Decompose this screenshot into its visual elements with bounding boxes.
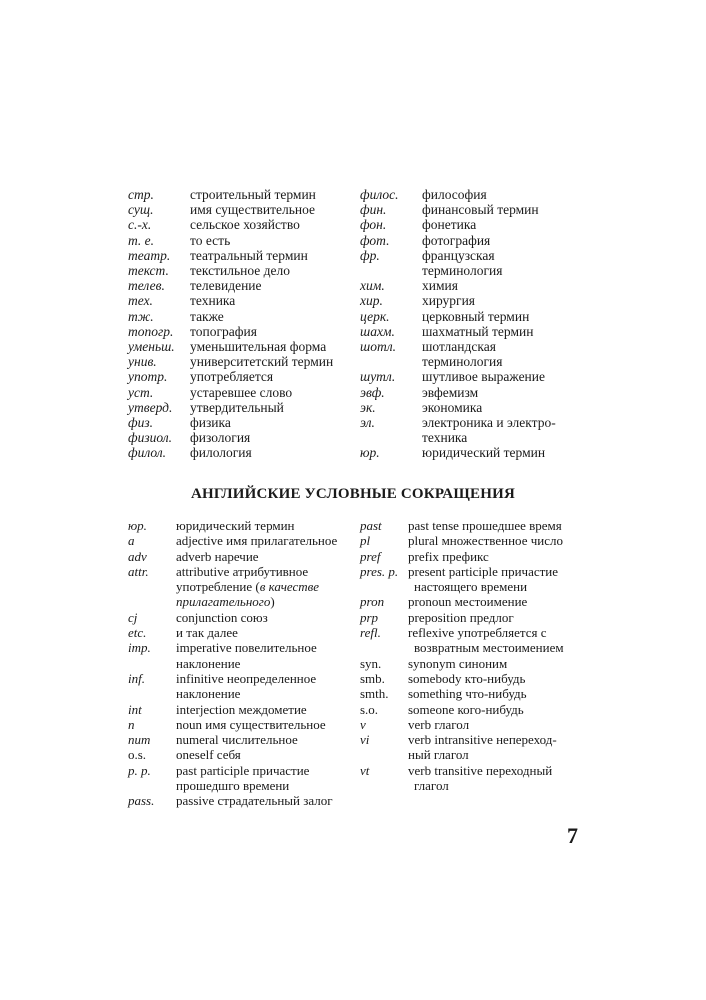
abbreviation-entry: [128, 625, 356, 640]
definition: something что-нибудь: [408, 686, 527, 702]
abbreviation-entry: [128, 518, 356, 533]
abbreviation-entry: [128, 671, 356, 702]
definition-text: ): [270, 594, 275, 610]
abbreviation: физиол.: [128, 430, 173, 446]
abbreviation-entry: [360, 369, 590, 384]
abbreviation: a: [128, 533, 135, 549]
abbreviation-entry: [360, 202, 590, 217]
abbreviation: p. p.: [128, 762, 151, 778]
abbreviation: шотл.: [360, 339, 396, 355]
definition: prefix префикс: [408, 548, 489, 564]
abbreviation-entry: [360, 594, 592, 609]
abbreviation-entry: [360, 309, 590, 324]
abbreviation-entry: [128, 717, 356, 732]
abbreviation: эвф.: [360, 384, 385, 400]
definition-line: imperative повелительное: [176, 640, 317, 656]
abbreviation-entry: [360, 625, 592, 656]
abbreviation: cj: [128, 609, 138, 625]
abbreviation: стр.: [128, 187, 154, 202]
abbreviation-entry: [128, 278, 348, 293]
definition: past tense прошедшее время: [408, 518, 562, 533]
abbreviation-entry: [128, 263, 348, 278]
definition: юридический термин: [176, 518, 295, 533]
abbreviation: pron: [360, 594, 385, 610]
definition-line: attributive атрибутивное: [176, 563, 309, 579]
abbreviation-entry: [360, 217, 590, 232]
abbreviation-entry: [360, 686, 592, 701]
abbreviation-entry: [360, 400, 590, 415]
abbreviation: pres. p.: [360, 563, 399, 579]
abbreviation-entry: [360, 233, 590, 248]
abbreviation: inf.: [128, 670, 145, 686]
definition-line: шотландская: [422, 339, 496, 355]
abbreviation: imp.: [128, 640, 151, 656]
abbreviation-entry: [128, 339, 348, 354]
russian-abbreviations-right-column: [360, 187, 590, 461]
abbreviation: уменьш.: [128, 339, 175, 355]
abbreviation-entry: [128, 187, 348, 202]
abbreviation: филол.: [128, 445, 167, 461]
definition: [408, 564, 592, 595]
abbreviation-entry: [128, 732, 356, 747]
abbreviation: фин.: [360, 202, 387, 218]
abbreviation-entry: [360, 763, 592, 794]
definition: шутливое выражение: [422, 369, 546, 385]
definition-line: французская: [422, 247, 495, 263]
abbreviation: топогр.: [128, 323, 174, 339]
abbreviation-entry: [360, 187, 590, 202]
abbreviation-entry: [128, 400, 348, 415]
abbreviation-entry: [360, 339, 590, 369]
definition: oneself себя: [176, 747, 241, 763]
definition: эвфемизм: [422, 384, 479, 400]
abbreviation: adv: [128, 548, 147, 564]
abbreviation-entry: [360, 445, 590, 460]
abbreviation: refl.: [360, 625, 381, 641]
abbreviation: past: [360, 518, 382, 533]
definition: [176, 763, 356, 794]
abbreviation-entry: [128, 430, 348, 445]
abbreviation: pl: [360, 533, 371, 549]
abbreviation: attr.: [128, 563, 149, 579]
definition: техника: [190, 293, 236, 309]
definition-italic-text: в качестве: [259, 579, 320, 595]
abbreviation-entry: [128, 564, 356, 610]
abbreviation-entry: [128, 415, 348, 430]
abbreviation: v: [360, 716, 366, 732]
definition: numeral числительное: [176, 732, 298, 748]
definition: филология: [190, 445, 252, 461]
definition-continuation: настоящего времени: [414, 579, 528, 595]
definition: химия: [422, 278, 458, 294]
abbreviation-entry: [128, 385, 348, 400]
abbreviation-entry: [128, 747, 356, 762]
abbreviation: num: [128, 732, 151, 748]
definition: adjective имя прилагательное: [176, 533, 338, 549]
abbreviation: текст.: [128, 263, 169, 279]
definition-line: past participle причастие: [176, 762, 310, 778]
definition: философия: [422, 187, 487, 202]
abbreviation: pass.: [128, 793, 155, 809]
definition: [422, 339, 590, 369]
definition: то есть: [190, 232, 231, 248]
abbreviation: тех.: [128, 293, 153, 309]
abbreviation-entry: [128, 369, 348, 384]
definition: [422, 415, 590, 445]
definition: церковный термин: [422, 308, 530, 324]
definition: финансовый термин: [422, 202, 539, 218]
abbreviation-entry: [128, 248, 348, 263]
definition: [422, 248, 590, 278]
definition: pronoun местоимение: [408, 594, 528, 610]
abbreviation: шутл.: [360, 369, 396, 385]
definition-italic-text: прилагательного: [176, 594, 271, 610]
abbreviation: телев.: [128, 278, 165, 294]
definition: топография: [190, 323, 257, 339]
abbreviation-entry: [360, 656, 592, 671]
abbreviation-entry: [128, 793, 356, 808]
abbreviation-entry: [128, 217, 348, 232]
abbreviation-entry: [128, 233, 348, 248]
definition: conjunction союз: [176, 609, 268, 625]
abbreviation: vt: [360, 762, 370, 778]
abbreviation: юр.: [360, 445, 380, 461]
abbreviation: эл.: [360, 415, 375, 431]
abbreviation-entry: [360, 564, 592, 595]
abbreviation: prp: [360, 609, 379, 625]
definition: [408, 763, 592, 794]
definition-line: present participle причастие: [408, 563, 559, 579]
abbreviation: юр.: [128, 518, 147, 533]
definition-line: reflexive употребляется с: [408, 625, 547, 641]
definition-text: употребление (: [176, 579, 260, 595]
abbreviation: vi: [360, 732, 370, 748]
abbreviation: smth.: [360, 686, 389, 702]
definition: [408, 732, 592, 763]
definition: verb глагол: [408, 716, 470, 732]
abbreviation: s.o.: [360, 701, 379, 717]
definition-line: verb transitive переходный: [408, 762, 553, 778]
definition: юридический термин: [422, 445, 546, 461]
abbreviation-entry: [128, 445, 348, 460]
abbreviation-entry: [360, 248, 590, 278]
definition-continuation: [176, 594, 356, 609]
definition: synonym синоним: [408, 655, 508, 671]
abbreviation: syn.: [360, 655, 382, 671]
abbreviation: церк.: [360, 308, 390, 324]
abbreviation: фр.: [360, 247, 380, 263]
definition: употребляется: [190, 369, 274, 385]
abbreviation: int: [128, 701, 142, 717]
abbreviation-entry: [360, 518, 592, 533]
abbreviation: употр.: [128, 369, 168, 385]
definition: noun имя существительное: [176, 716, 326, 732]
abbreviation: o.s.: [128, 747, 147, 763]
definition-continuation: глагол: [414, 778, 449, 794]
definition: физика: [190, 415, 231, 431]
definition: passive страдательный залог: [176, 793, 333, 809]
abbreviation: etc.: [128, 625, 147, 641]
definition: физология: [190, 430, 251, 446]
abbreviation: с.-х.: [128, 217, 152, 233]
definition: [176, 640, 356, 671]
abbreviation-entry: [360, 385, 590, 400]
definition-continuation: ный глагол: [408, 747, 469, 763]
definition-continuation: прошедшго времени: [176, 778, 290, 794]
definition: театральный термин: [190, 247, 308, 263]
abbreviation-entry: [128, 324, 348, 339]
abbreviation-entry: [128, 640, 356, 671]
definition-continuation: [176, 579, 356, 594]
abbreviation: сущ.: [128, 202, 154, 218]
abbreviation-entry: [128, 202, 348, 217]
abbreviation-entry: [128, 549, 356, 564]
definition: [408, 625, 592, 656]
abbreviation: фон.: [360, 217, 387, 233]
definition-line: verb intransitive непереход-: [408, 732, 557, 748]
definition-continuation: терминология: [422, 354, 503, 370]
definition: сельское хозяйство: [190, 217, 300, 233]
abbreviation: филос.: [360, 187, 399, 202]
definition-continuation: наклонение: [176, 655, 241, 671]
definition: [176, 564, 356, 610]
definition: someone кого-нибудь: [408, 701, 524, 717]
abbreviation: физ.: [128, 415, 153, 431]
abbreviation-entry: [360, 610, 592, 625]
abbreviation-entry: [128, 610, 356, 625]
definition: телевидение: [190, 278, 262, 294]
definition: somebody кто-нибудь: [408, 670, 526, 686]
definition: утвердительный: [190, 399, 284, 415]
definition-line: infinitive неопределенное: [176, 670, 317, 686]
definition: фотография: [422, 232, 491, 248]
definition: и так далее: [176, 625, 238, 641]
russian-abbreviations-left-column: [128, 187, 348, 461]
english-abbreviations-right-column: [360, 518, 592, 793]
abbreviation: smb.: [360, 670, 385, 686]
abbreviation-entry: [128, 533, 356, 548]
definition: имя существительное: [190, 202, 316, 218]
definition: текстильное дело: [190, 263, 290, 279]
definition: фонетика: [422, 217, 477, 233]
abbreviation-entry: [128, 702, 356, 717]
definition-line: электроника и электро-: [422, 415, 556, 431]
abbreviation-entry: [360, 702, 592, 717]
definition: [176, 671, 356, 702]
definition: шахматный термин: [422, 323, 534, 339]
abbreviation-entry: [128, 293, 348, 308]
abbreviation-entry: [360, 278, 590, 293]
abbreviation-entry: [360, 415, 590, 445]
abbreviation: уст.: [128, 384, 154, 400]
definition-continuation: наклонение: [176, 686, 241, 702]
definition: хирургия: [422, 293, 476, 309]
abbreviation-entry: [360, 293, 590, 308]
abbreviation: фот.: [360, 232, 390, 248]
abbreviation: шахм.: [360, 323, 395, 339]
abbreviation: театр.: [128, 247, 171, 263]
abbreviation: тж.: [128, 308, 154, 324]
definition: строительный термин: [190, 187, 316, 202]
section-title: АНГЛИЙСКИЕ УСЛОВНЫЕ СОКРАЩЕНИЯ: [191, 486, 515, 502]
definition: plural множественное число: [408, 533, 563, 549]
definition: adverb наречие: [176, 548, 259, 564]
abbreviation-entry: [128, 763, 356, 794]
definition-continuation: возвратным местоимением: [414, 640, 564, 656]
abbreviation-entry: [360, 324, 590, 339]
abbreviation-entry: [360, 671, 592, 686]
abbreviation-entry: [360, 533, 592, 548]
abbreviation-entry: [128, 354, 348, 369]
abbreviation-entry: [360, 717, 592, 732]
definition-continuation: техника: [422, 430, 468, 446]
abbreviation: n: [128, 716, 135, 732]
definition: экономика: [422, 399, 483, 415]
definition: interjection междометие: [176, 701, 307, 717]
abbreviation: хим.: [360, 278, 385, 294]
abbreviation: унив.: [128, 354, 157, 370]
definition: preposition предлог: [408, 609, 514, 625]
abbreviation-entry: [128, 309, 348, 324]
definition: университетский термин: [190, 354, 334, 370]
abbreviation-entry: [360, 549, 592, 564]
definition: уменьшительная форма: [190, 339, 327, 355]
abbreviation: утверд.: [128, 399, 173, 415]
page-number: 7: [567, 823, 578, 848]
abbreviation: pref: [360, 548, 381, 564]
abbreviation: эк.: [360, 399, 376, 415]
abbreviation-entry: [360, 732, 592, 763]
definition-continuation: терминология: [422, 263, 503, 279]
english-abbreviations-left-column: [128, 518, 356, 809]
definition: устаревшее слово: [190, 384, 293, 400]
definition: также: [190, 308, 224, 324]
abbreviation: хир.: [360, 293, 383, 309]
abbreviation: т. е.: [128, 232, 155, 248]
